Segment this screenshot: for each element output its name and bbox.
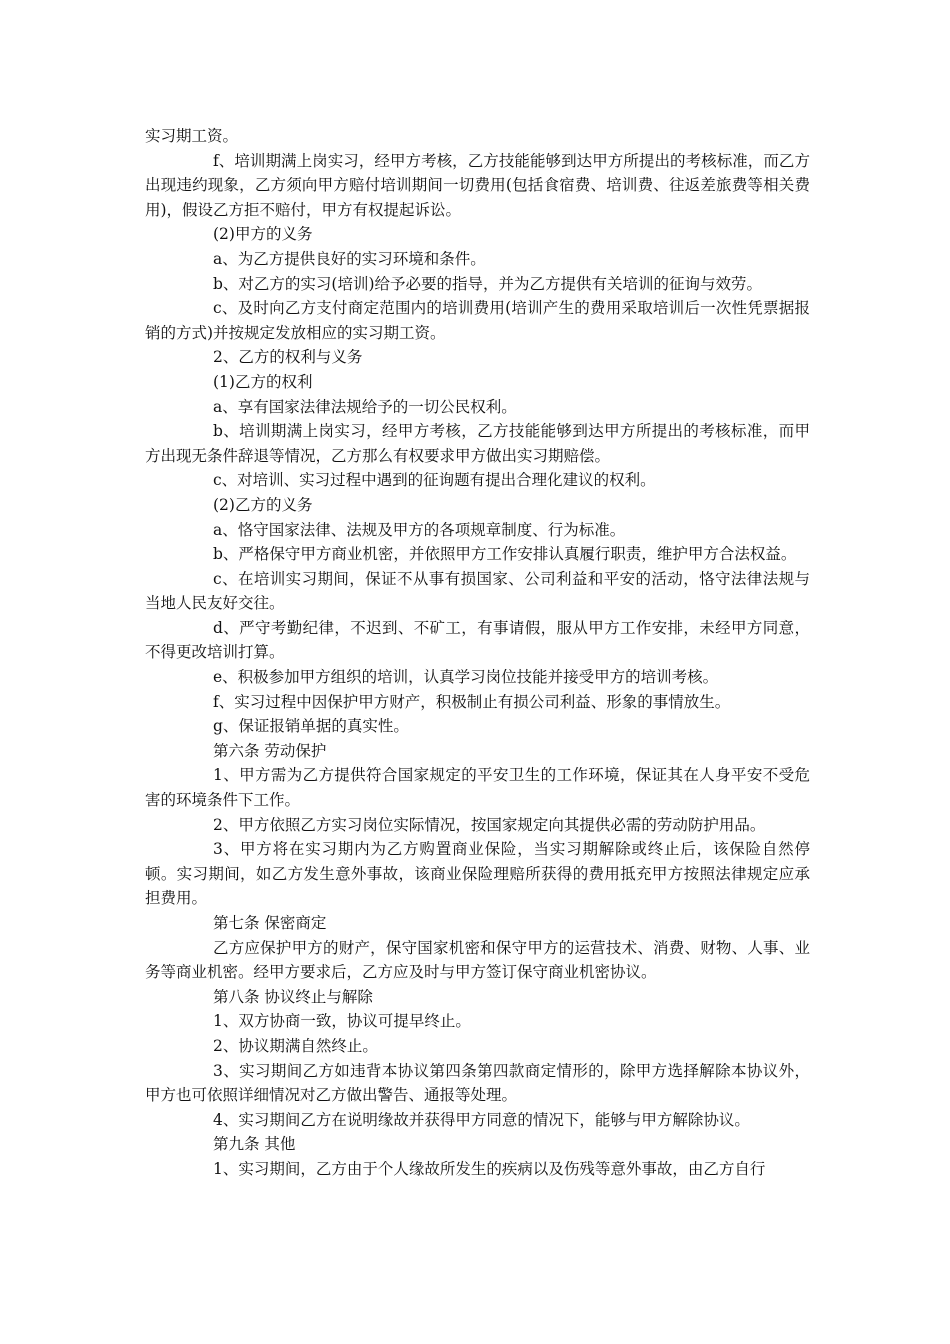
- paragraph-party-b-obligation-a: a、恪守国家法律、法规及甲方的各项规章制度、行为标准。: [213, 520, 626, 539]
- heading-party-a-obligations: (2)甲方的义务: [213, 225, 313, 244]
- paragraph-article-6-item-1: 1、甲方需为乙方提供符合国家规定的平安卫生的工作环境，保证其在人身平安不受危害的环境条件下工作。: [145, 766, 810, 810]
- heading-party-b-rights: (1)乙方的权利: [213, 372, 313, 391]
- paragraph-party-b-obligation-b: b、严格保守甲方商业机密，并依照甲方工作安排认真履行职责，维护甲方合法权益。: [213, 545, 797, 564]
- paragraph-party-b-obligation-d: d、严守考勤纪律，不迟到、不矿工，有事请假，服从甲方工作安排，未经甲方同意，不得更改培训打算。: [145, 618, 810, 662]
- paragraph-article-8-item-1: 1、双方协商一致，协议可提早终止。: [213, 1012, 471, 1031]
- heading-party-b-rights-obligations: 2、乙方的权利与义务: [213, 348, 363, 367]
- document-body: [145, 124, 810, 1182]
- paragraph-party-a-obligation-b: b、对乙方的实习(培训)给予必要的指导，并为乙方提供有关培训的征询与效劳。: [213, 274, 763, 293]
- paragraph-party-b-right-c: c、对培训、实习过程中遇到的征询题有提出合理化建议的权利。: [213, 471, 656, 490]
- paragraph-party-a-obligation-c: c、及时向乙方支付商定范围内的培训费用(培训产生的费用采取培训后一次性凭票据报销的方式)并按规定发放相应的实习期工资。: [145, 299, 810, 342]
- heading-article-7: 第七条 保密商定: [213, 914, 327, 932]
- paragraph-article-6-item-2: 2、甲方依照乙方实习岗位实际情况，按国家规定向其提供必需的劳动防护用品。: [213, 815, 766, 834]
- paragraph-party-b-right-b: b、培训期满上岗实习，经甲方考核，乙方技能能够到达甲方所提出的考核标准，而甲方出现无条件辞退等情况，乙方那么有权要求甲方做出实习期赔偿。: [145, 422, 810, 465]
- paragraph-article-6-item-3: 3、甲方将在实习期内为乙方购置商业保险，当实习期解除或终止后，该保险自然停顿。实习期间，如乙方发生意外事故，该商业保险理赔所获得的费用抵充甲方按照法律规定应承担费用。: [145, 840, 810, 908]
- paragraph-party-b-obligation-c: c、在培训实习期间，保证不从事有损国家、公司利益和平安的活动，恪守法律法规与当地人民友好交往。: [145, 569, 810, 613]
- paragraph-party-b-obligation-f: f、实习过程中因保护甲方财产，积极制止有损公司利益、形象的事情放生。: [213, 692, 731, 711]
- heading-party-b-obligations: (2)乙方的义务: [213, 495, 313, 514]
- paragraph-article-8-item-2: 2、协议期满自然终止。: [213, 1036, 378, 1055]
- paragraph-clause-f-penalty: f、培训期满上岗实习，经甲方考核，乙方技能能够到达甲方所提出的考核标准，而乙方出现违约现象，乙方须向甲方赔付培训期间一切费用(包括食宿费、培训费、往返差旅费等相关费用)，假设乙方拒不赔付，甲方有权提起诉讼。: [145, 151, 810, 219]
- paragraph-article-7-body: 乙方应保护甲方的财产，保守国家机密和保守甲方的运营技术、消费、财物、人事、业务等商业机密。经甲方要求后，乙方应及时与甲方签订保守商业机密协议。: [145, 938, 810, 982]
- heading-article-8: 第八条 协议终止与解除: [213, 987, 373, 1006]
- heading-article-6: 第六条 劳动保护: [213, 741, 327, 760]
- paragraph-party-b-obligation-e: e、积极参加甲方组织的培训，认真学习岗位技能并接受甲方的培训考核。: [213, 668, 719, 687]
- paragraph-continuation: 实习期工资。: [145, 127, 239, 145]
- paragraph-party-b-obligation-g: g、保证报销单据的真实性。: [213, 717, 409, 736]
- paragraph-article-9-item-1: 1、实习期间，乙方由于个人缘故所发生的疾病以及伤残等意外事故，由乙方自行: [213, 1159, 766, 1178]
- paragraph-article-8-item-4: 4、实习期间乙方在说明缘故并获得甲方同意的情况下，能够与甲方解除协议。: [213, 1110, 750, 1129]
- paragraph-party-b-right-a: a、享有国家法律法规给予的一切公民权利。: [213, 397, 517, 416]
- paragraph-article-8-item-3: 3、实习期间乙方如违背本协议第四条第四款商定情形的，除甲方选择解除本协议外，甲方也可依照详细情况对乙方做出警告、通报等处理。: [145, 1061, 810, 1105]
- heading-article-9: 第九条 其他: [213, 1135, 296, 1154]
- paragraph-party-a-obligation-a: a、为乙方提供良好的实习环境和条件。: [213, 249, 486, 268]
